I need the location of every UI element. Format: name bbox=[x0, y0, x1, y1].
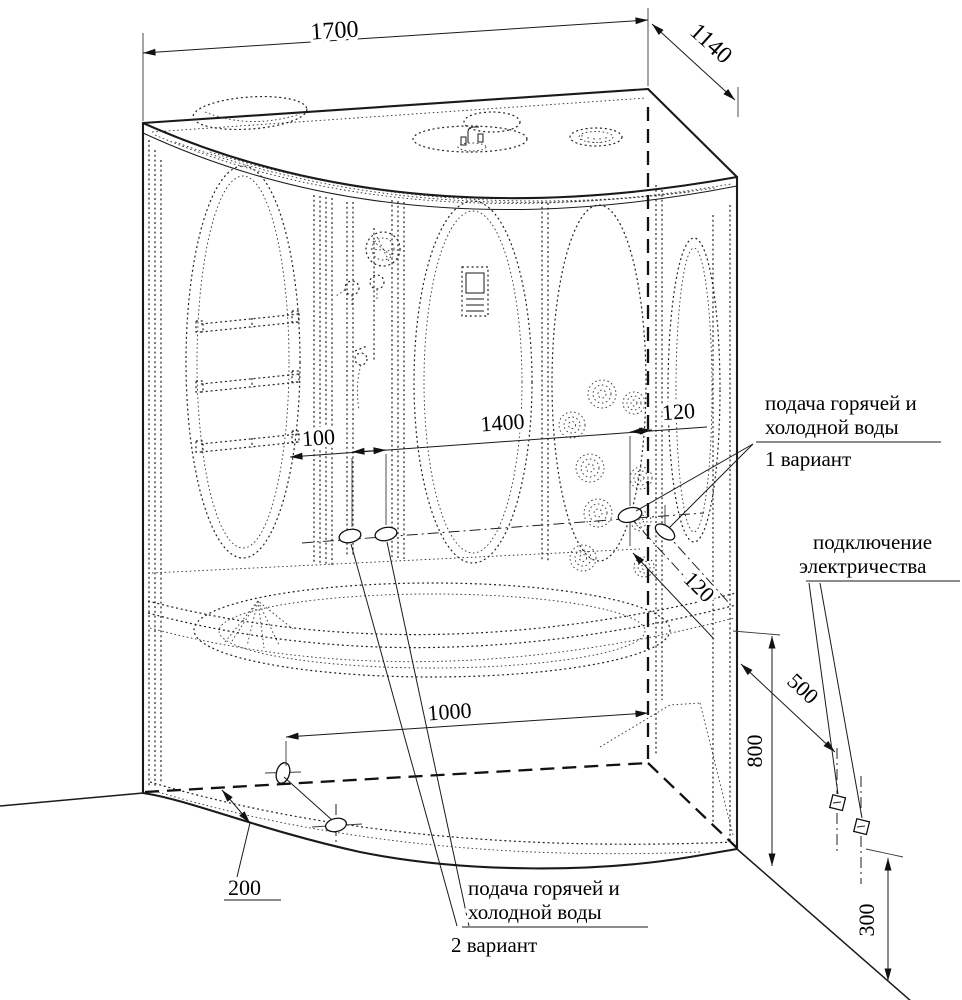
hidden-base-edge bbox=[145, 763, 648, 792]
dim-500: 500 bbox=[782, 668, 824, 709]
note-supply1-line2: холодной воды bbox=[765, 415, 899, 439]
dim-line-1700 bbox=[143, 20, 648, 53]
dim-1000: 1000 bbox=[426, 697, 473, 726]
door-oval bbox=[414, 201, 532, 563]
note-variant2: 2 вариант bbox=[451, 933, 538, 957]
deck-faucet bbox=[458, 127, 486, 151]
wall-panel-details bbox=[149, 140, 730, 840]
tub-pillow bbox=[225, 601, 293, 648]
note-electric-line2: электричества bbox=[799, 554, 927, 578]
electrical-outlets bbox=[830, 748, 870, 884]
annotations bbox=[451, 391, 960, 957]
note-water-variant1 bbox=[756, 391, 941, 471]
towel-bars bbox=[196, 311, 299, 452]
hand-shower bbox=[355, 346, 367, 410]
dim-120-horizontal: 120 bbox=[661, 397, 696, 426]
dim-100: 100 bbox=[301, 423, 336, 452]
water-point-v2-cold bbox=[374, 525, 398, 542]
leader-electric-b bbox=[820, 583, 862, 818]
note-water-variant2 bbox=[451, 876, 648, 957]
dimensions bbox=[143, 8, 903, 981]
water-point-v1-hot bbox=[617, 505, 644, 525]
shower-head bbox=[366, 232, 400, 266]
leader-variant1-a bbox=[636, 444, 753, 511]
mixer-handles bbox=[336, 275, 384, 305]
dim-1700: 1700 bbox=[309, 16, 360, 46]
left-panel-oval bbox=[186, 166, 300, 558]
leader-variant2-b bbox=[387, 542, 469, 926]
water-point-v2-hot bbox=[338, 527, 362, 544]
dim-200: 200 bbox=[228, 875, 261, 900]
dim-300: 300 bbox=[854, 903, 879, 937]
note-supply2-line1: подача горячей и bbox=[468, 876, 620, 900]
tub-rim bbox=[194, 583, 670, 677]
control-panel bbox=[462, 267, 488, 316]
top-deck-details bbox=[152, 93, 731, 203]
note-supply1-line1: подача горячей и bbox=[765, 391, 917, 415]
deck-jet-disc bbox=[570, 128, 622, 146]
leader-variant2-a bbox=[351, 544, 457, 926]
note-electric-line1: подключение bbox=[813, 530, 933, 554]
floor-point-2 bbox=[324, 816, 347, 833]
dim-1140: 1140 bbox=[684, 18, 737, 70]
note-variant1: 1 вариант bbox=[765, 447, 852, 471]
dim-1400: 1400 bbox=[479, 408, 526, 437]
cabin-frame bbox=[143, 33, 737, 868]
faucet-deck bbox=[413, 126, 527, 152]
dim-800: 800 bbox=[742, 734, 767, 768]
dim-120-diagonal: 120 bbox=[678, 566, 720, 608]
leader-variant1-b bbox=[669, 444, 753, 528]
hydromassage-jets bbox=[559, 380, 654, 577]
room-floor-lines bbox=[0, 793, 912, 1000]
note-supply2-line2: холодной воды bbox=[468, 900, 602, 924]
note-electric bbox=[799, 530, 960, 581]
